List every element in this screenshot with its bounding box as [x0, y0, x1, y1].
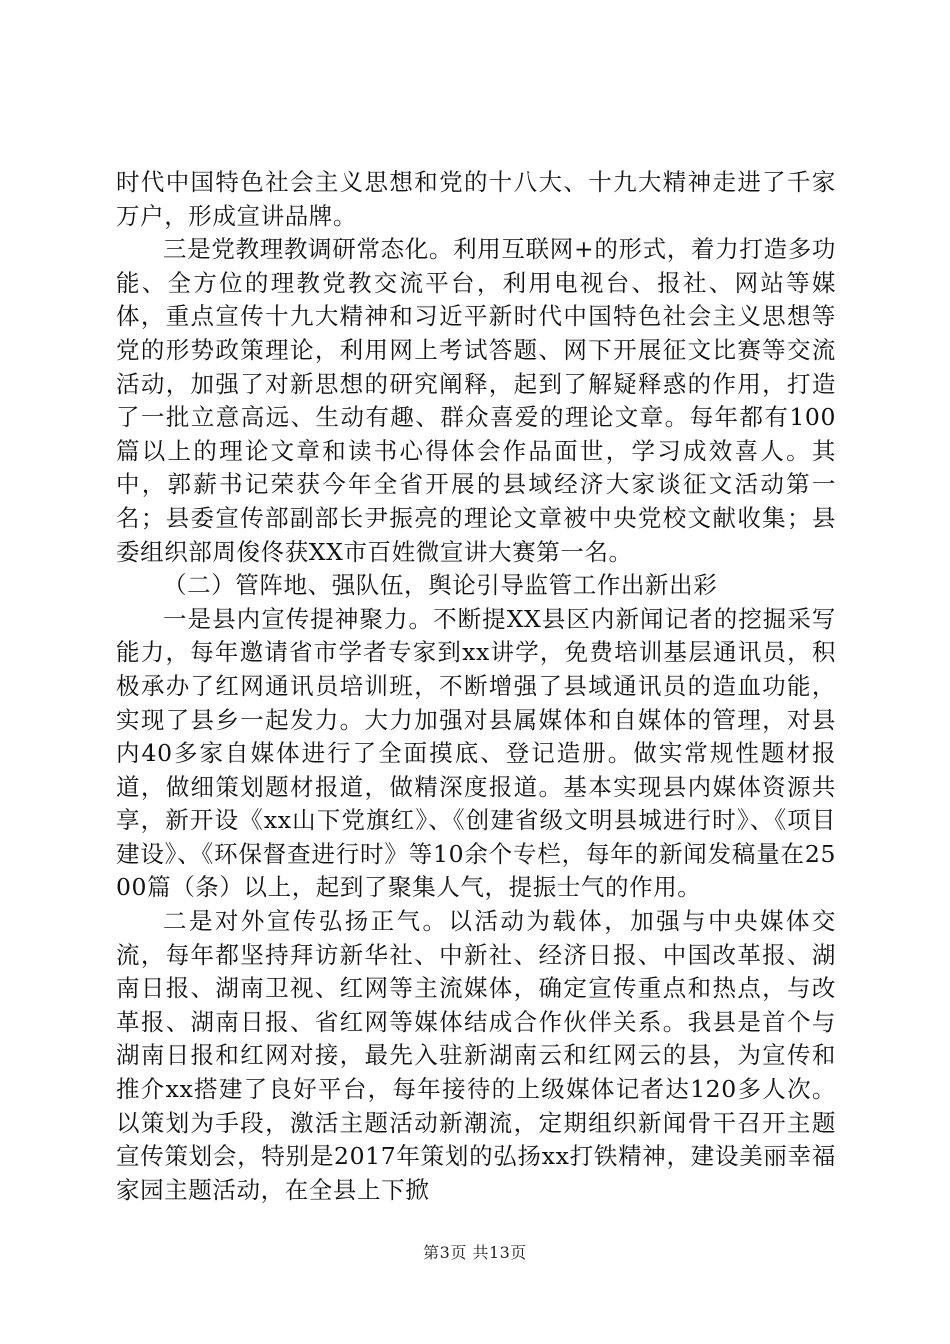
paragraph-party-theory-research: 三是党教理教调研常态化。利用互联网+的形式，着力打造多功能、全方位的理教党教交流平台，利用电视台、报社、网站等媒体，重点宣传十九大精神和习近平新时代中国特色社会主义思想等党的形势政策理论，利用网上考试答题、网下开展征文比赛等交流活动，加强了对新思想的研究阐释，起到了解疑释惑的作用，打造了一批立意高远、生动有趣、群众喜爱的理论文章。每年都有100篇以上的理论文章和读书心得体会作品面世，学习成效喜人。其中，郭薪书记荣获今年全省开展的县域经济大家谈征文活动第一名；县委宣传部副部长尹振亮的理论文章被中央党校文献收集；县委组织部周俊佟获XX市百姓微宣讲大赛第一名。	[116, 235, 836, 566]
paragraph-continuation: 时代中国特色社会主义思想和党的十八大、十九大精神走进了千家万户，形成宣讲品牌。	[116, 168, 836, 230]
document-body	[116, 166, 836, 1207]
page-footer: 第3页 共13页	[423, 1243, 527, 1262]
section-heading-2: （二）管阵地、强队伍，舆论引导监管工作出新出彩	[163, 571, 718, 600]
paragraph-external-publicity: 二是对外宣传弘扬正气。以活动为载体，加强与中央媒体交流，每年都坚持拜访新华社、中新社、经济日报、中国改革报、湖南日报、湖南卫视、红网等主流媒体，确定宣传重点和热点，与改革报、湖南日报、省红网等媒体结成合作伙伴关系。我县是首个与湖南日报和红网对接，最先入驻新湖南云和红网云的县，为宣传和推介xx搭建了良好平台，每年接待的上级媒体记者达120多人次。以策划为手段，激活主题活动新潮流，定期组织新闻骨干召开主题宣传策划会，特别是2017年策划的弘扬xx打铁精神，建设美丽幸福家园主题活动，在全县上下掀	[116, 907, 836, 1204]
paragraph-county-publicity: 一是县内宣传提神聚力。不断提XX县区内新闻记者的挖掘采写能力，每年邀请省市学者专家到xx讲学，免费培训基层通讯员，积极承办了红网通讯员培训班，不断增强了县域通讯员的造血功能，实现了县乡一起发力。大力加强对县属媒体和自媒体的管理，对县内40多家自媒体进行了全面摸底、登记造册。做实常规性题材报道，做细策划题材报道，做精深度报道。基本实现县内媒体资源共享，新开设《xx山下党旗红》、《创建省级文明县城进行时》、《项目建设》、《环保督查进行时》等10余个专栏，每年的新闻发稿量在2500篇（条）以上，起到了聚集人气，提振士气的作用。	[116, 604, 836, 902]
